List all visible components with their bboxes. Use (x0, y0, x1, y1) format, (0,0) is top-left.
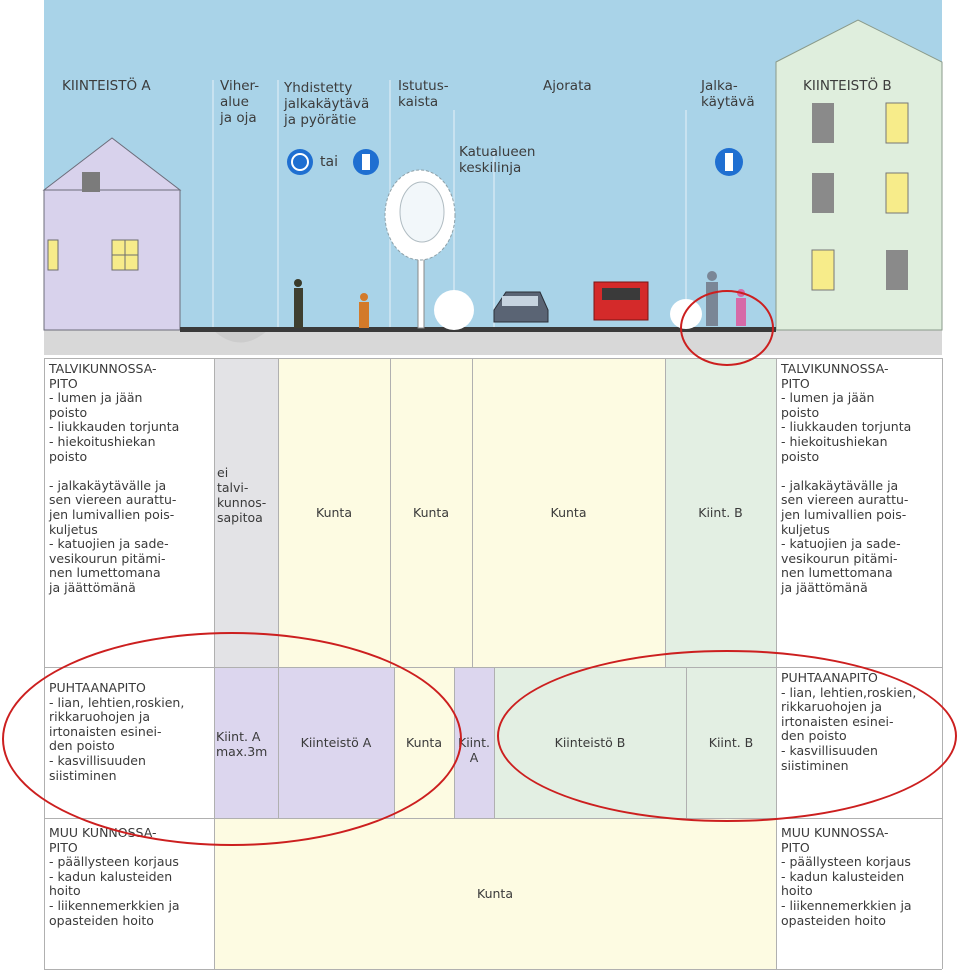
street-cross-section-illustration (0, 0, 960, 360)
muu-description-right: MUU KUNNOSSA- PITO - päällysteen korjaus - kadun kalusteiden hoito - liikennemerkkien ja opasteiden hoito (776, 818, 942, 969)
label-kiinteisto-b: KIINTEISTÖ B (803, 78, 892, 94)
puhtaanapito-description-left: PUHTAANAPITO - lian, lehtien,roskien, rikkaruohojen ja irtonaisten esinei- den poisto - kasvillisuuden siistiminen (44, 667, 214, 818)
highlight-ellipse-sidewalk (680, 290, 774, 366)
table-border (942, 358, 943, 969)
label-jalkakaytava: Jalka- käytävä (701, 78, 755, 110)
label-istutuskaista: Istutus- kaista (398, 78, 449, 110)
table-border (44, 969, 942, 970)
label-viheralue: Viher- alue ja oja (220, 78, 260, 126)
label-tai: tai (320, 154, 338, 170)
pedestrian-sign-icon (715, 148, 743, 176)
talvi-kunta-cell: Kunta (278, 358, 390, 667)
table-border (44, 358, 45, 969)
puhtaanapito-description-right: PUHTAANAPITO - lian, lehtien,roskien, rikkaruohojen ja irtonaisten esinei- den poisto - kasvillisuuden siistiminen (776, 667, 942, 818)
highlight-ellipse-left (2, 632, 462, 846)
highlight-ellipse-right (497, 650, 957, 822)
puhtaanapito-kiint-b-cell: Kiint. B (686, 667, 776, 818)
table-border (494, 667, 495, 818)
snow-pile-icon (434, 290, 474, 330)
puhtaanapito-kiint-a-max-cell: Kiint. A max.3m (214, 667, 278, 818)
puhtaanapito-kiint-a-cell: Kiint. A (454, 667, 494, 818)
table-border (472, 358, 473, 667)
label-keskilinja: Katualueen keskilinja (459, 144, 536, 176)
muu-description-left: MUU KUNNOSSA- PITO - päällysteen korjaus - kadun kalusteiden hoito - liikennemerkkien ja opasteiden hoito (44, 818, 214, 969)
puhtaanapito-kiinteisto-b-cell: Kiinteistö B (494, 667, 686, 818)
pedestrian-bicycle-sign-icon (353, 149, 379, 175)
house-b (776, 20, 942, 330)
talvi-kunta-cell: Kunta (390, 358, 472, 667)
muu-kunta-cell: Kunta (214, 818, 776, 969)
table-border (390, 358, 391, 667)
puhtaanapito-kiinteisto-a-cell: Kiinteistö A (278, 667, 394, 818)
car-icon (494, 292, 548, 322)
table-border (44, 358, 942, 359)
talvi-description-left: TALVIKUNNOSSA- PITO - lumen ja jään poisto - liukkauden torjunta - hiekoitushiekan poisto - jalkakäytävälle ja sen viereen aurattu- jen lumivallien pois- kuljetus - katuojien ja sade- vesikourun pitämi- nen lumettomana ja jäättömänä (44, 358, 214, 667)
table-border (665, 358, 666, 667)
puhtaanapito-kunta-cell: Kunta (394, 667, 454, 818)
talvi-ei-talvikunnossapitoa: ei talvi- kunnos- sapitoa (214, 358, 278, 667)
talvi-description-right: TALVIKUNNOSSA- PITO - lumen ja jään poisto - liukkauden torjunta - hiekoitushiekan poisto - jalkakäytävälle ja sen viereen aurattu- jen lumivallien pois- kuljetus - katuojien ja sade- vesikourun pitämi- nen lumettomana ja jäättömänä (776, 358, 942, 667)
label-yhdistetty: Yhdistetty jalkakäytävä ja pyörätie (284, 80, 370, 128)
talvi-kiint-b-cell: Kiint. B (665, 358, 776, 667)
label-ajorata: Ajorata (543, 78, 592, 94)
ground-strip (44, 330, 942, 355)
talvi-kunta-cell: Kunta (472, 358, 665, 667)
cyclist-icon (359, 293, 369, 328)
label-kiinteisto-a: KIINTEISTÖ A (62, 78, 151, 94)
bicycle-sign-icon (287, 149, 313, 175)
truck-icon (594, 282, 648, 320)
